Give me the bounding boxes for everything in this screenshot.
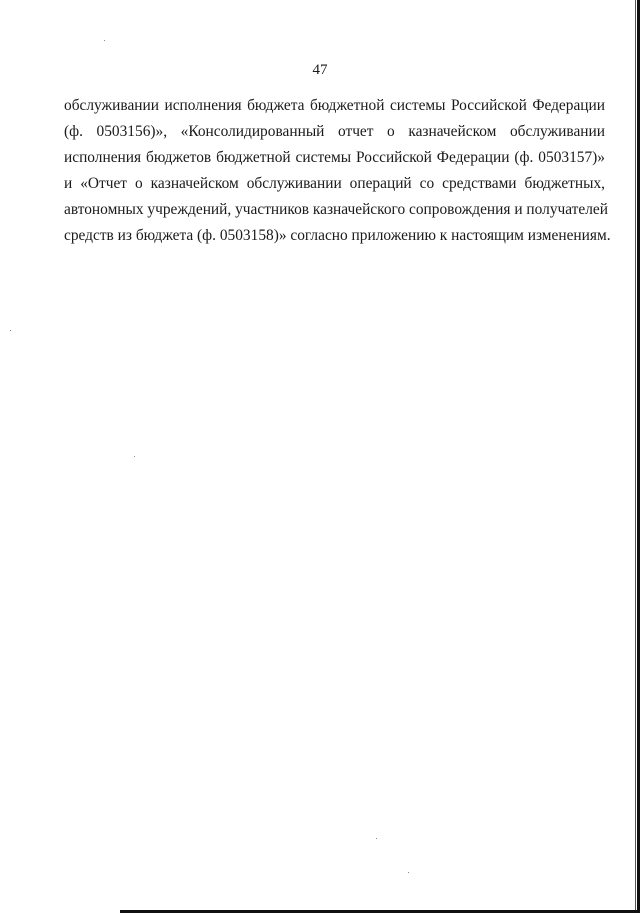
text-line: автономных учреждений, участников казначейского сопровождения и получателей [64, 201, 608, 218]
scan-speck [376, 838, 377, 839]
body-paragraph [64, 93, 611, 249]
scan-speck [134, 456, 135, 457]
scan-edge-right-inner [635, 0, 636, 913]
page-number: 47 [312, 62, 328, 78]
text-line: обслуживании исполнения бюджета бюджетной системы Российской Федерации [64, 97, 605, 114]
text-line: исполнения бюджетов бюджетной системы Российской Федерации (ф. 0503157)» [64, 149, 605, 166]
scan-speck [104, 40, 105, 41]
text-line: (ф. 0503156)», «Консолидированный отчет о казначейском обслуживании [64, 123, 605, 140]
scan-speck [10, 330, 11, 331]
scan-speck [408, 872, 409, 873]
text-line: средств из бюджета (ф. 0503158)» согласно приложению к настоящим изменениям. [64, 227, 611, 244]
text-line: и «Отчет о казначейском обслуживании операций со средствами бюджетных, [64, 175, 605, 192]
